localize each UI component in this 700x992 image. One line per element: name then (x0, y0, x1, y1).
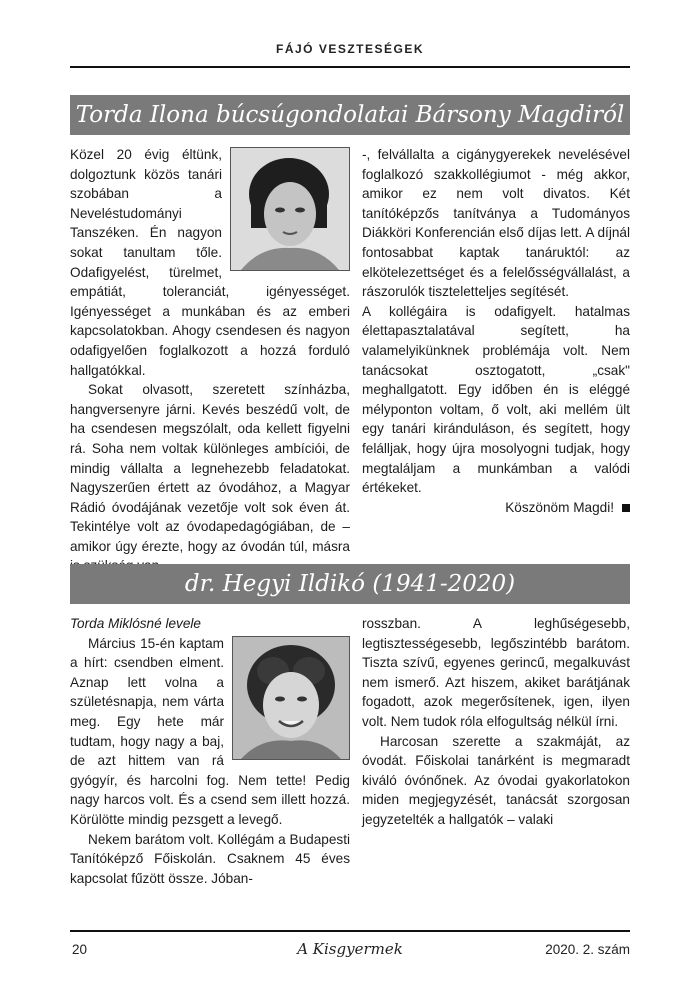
article2-right-column (362, 614, 630, 830)
running-title: FÁJÓ VESZTESÉGEK (275, 42, 425, 56)
end-square-icon (622, 504, 630, 512)
paragraph: Harcosan szerette a szakmáját, az óvodát. Főiskolai tanárként is megmaradt kiváló óvónőnek. Az óvodai gyakorlatokon miden megjegyzését, tanácsát szorgosan jegyzetelték a hallgatók – valaki (362, 733, 630, 827)
paragraph: rosszban. A leghűségesebb, legtisztességesebb, legőszintébb barátom. Tiszta szívű, egyenes gerincű, megalkuvást nem ismerő. Azt hiszem, akiket barátjának fogadott, azok megerősítenek, igen, ilyen volt. Nem tudok róla elfogultság nélkül írni. (362, 616, 630, 729)
issue-label: 2020. 2. szám (545, 942, 630, 957)
portrait-photo (232, 636, 350, 760)
byline: Torda Miklósné levele (70, 616, 201, 631)
paragraph: -, felvállalta a cigánygyerekek nevelésével foglalkozó szakkollégiumot - még akkor, amikor ez nem volt divatos. Két tanítóképzős tanítványa a Tudományos Diákköri Konferencián első díjas lett. A díjnál fontosabbat kaptak tanáruktól: az elkötelezettséget és a felelősségvállalást, a rászorulók tiszteletteljes segítését. (362, 147, 630, 300)
footer-rule (70, 930, 630, 932)
closing-line (362, 498, 630, 518)
article-title-banner: Torda Ilona búcsúgondolatai Bársony Magdiról (70, 95, 630, 135)
article1-left-column (70, 145, 350, 576)
closing-text: Köszönöm Magdi! (505, 499, 614, 515)
header-rule (70, 66, 630, 68)
page-number: 20 (72, 942, 88, 957)
article2-left-column (70, 614, 350, 888)
paragraph: A kollégáira is odafigyelt. hatalmas élettapasztalatával segített, ha valamelyikünknek problémája volt. Nem tanácsokat osztogatott, „csak" meghallgatott. Egy időben én is eléggé mélyponton voltam, ő volt, aki mellém ült egy tanári kiránduláson, és segített, hogy felálljak, hogy újra mosolyogni tudjak, hogy megtaláljam a munkámban a valódi értékeket. (362, 303, 630, 496)
paragraph: Közel 20 évig éltünk, dolgoztunk közös tanári szobában a Neveléstudományi Tanszéken. Én nagyon sokat tanultam tőle. Odafigyelést, türelmet, empátiát, toleranciát, igényességet. Igényességet a munkában és az emberi kapcsolatokban. Ahogy csendesen és nagyon odafigyelően foglalkozott a hozzá forduló hallgatókkal. (70, 147, 350, 378)
article1-right-column (362, 145, 630, 517)
paragraph: Sokat olvasott, szeretett színházba, hangversenyre járni. Kevés beszédű volt, de ha csendesen megszólalt, oda kellett figyelni rá. Soha nem voltak különleges ambíciói, de mindig vállalta a legnehezebb feladatokat. Nagyszerűen értett az óvodához, a Magyar Rádió óvodájának vezetője volt sok éven át. Tekintélye volt az óvodapedagógiában, de – amikor úgy érezte, hogy az óvodán túl, másra (70, 382, 350, 554)
magazine-name: A Kisgyermek (297, 940, 403, 958)
paragraph: Március 15-én kaptam a hírt: csendben elment. Aznap lett volna a születésnapja, nem várta meg. Egy hete már tudtam, hogy nagy a baj, de azt hittem van rá gyógyír, és harcolni fog. Nem tette! Pedig nagy harcos volt. És a csend sem illett hozzá. Körülötte mindig pezsgett a levegő. (70, 635, 350, 827)
article-title-banner: dr. Hegyi Ildikó (1941-2020) (70, 564, 630, 604)
portrait-photo (230, 147, 350, 271)
paragraph: Nekem barátom volt. Kollégám a Budapesti Tanítóképző Főiskolán. Csaknem 45 éves kapcsolat fűzött össze. Jóban- (70, 831, 350, 886)
